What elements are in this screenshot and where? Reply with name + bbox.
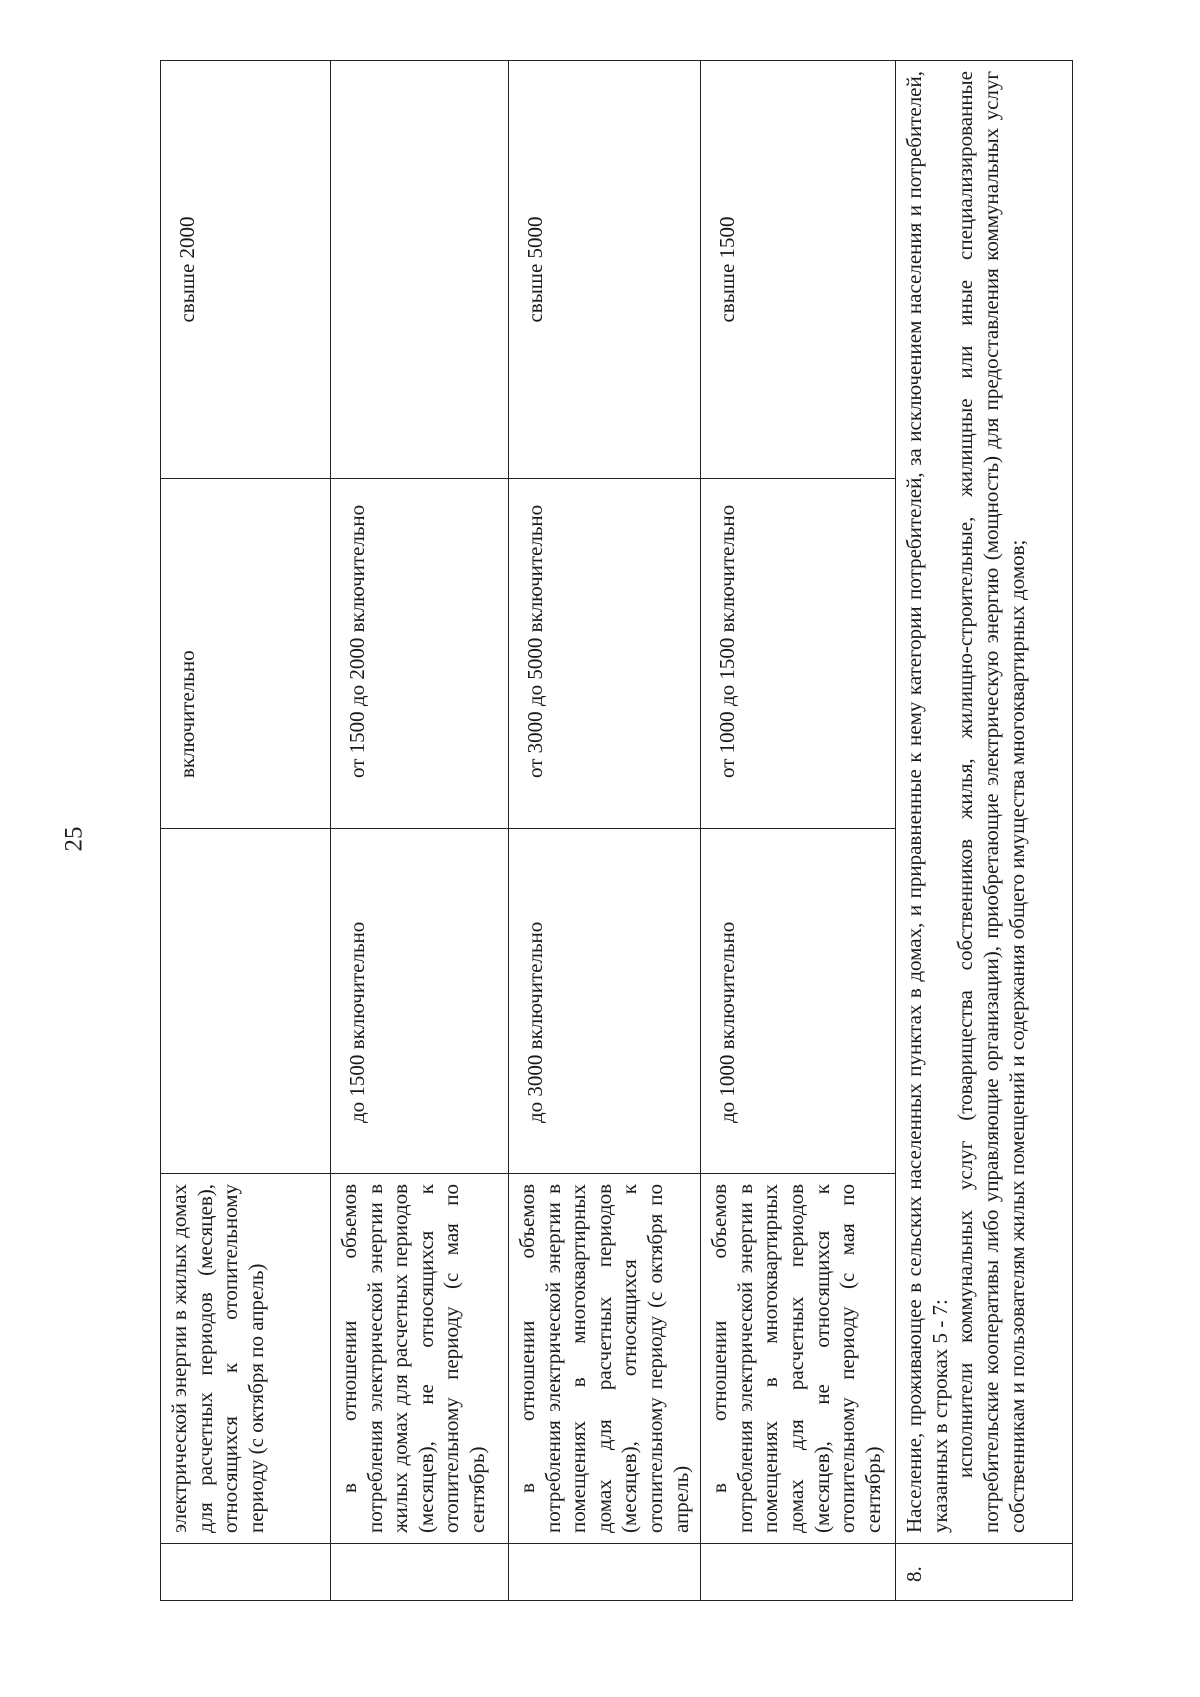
category-8-cell	[896, 61, 1073, 1544]
table-row	[331, 61, 509, 1601]
rotated-table-area	[160, 61, 1060, 1601]
rotated-sheet	[160, 61, 1060, 1601]
row-number-cell: 8.	[896, 1544, 1073, 1601]
range-mid-cell: от 3000 до 5000 включительно	[509, 479, 701, 829]
range-high-cell: свыше 2000	[161, 61, 331, 479]
table-row	[509, 61, 701, 1601]
table-row	[896, 61, 1073, 1601]
row-number-cell	[509, 1544, 701, 1601]
range-high-cell	[331, 61, 509, 479]
row-number-cell	[331, 1544, 509, 1601]
category-8-title: Население, проживающее в сельских населенных пунктах в домах, и приравненные к нему категории потребителей, за исключением населения и потребителей, указанных в строках 5 - 7:	[902, 71, 952, 1533]
range-mid-cell: от 1500 до 2000 включительно	[331, 479, 509, 829]
description-cell: электрической энергии в жилых домах для расчетных периодов (месяцев), относящихся к отопительному периоду (с октября по апрель)	[161, 1174, 331, 1544]
range-mid-cell: от 1000 до 1500 включительно	[701, 479, 896, 829]
row-number-cell	[161, 1544, 331, 1601]
description-cell: в отношении объемов потребления электрической энергии в жилых домах для расчетных периодов (месяцев), не относящихся к отопительному периоду (с мая по сентябрь)	[331, 1174, 509, 1544]
range-high-cell: свыше 1500	[701, 61, 896, 479]
range-low-cell: до 3000 включительно	[509, 829, 701, 1174]
range-high-cell: свыше 5000	[509, 61, 701, 479]
description-cell: в отношении объемов потребления электрической энергии в помещениях в многоквартирных домах для расчетных периодов (месяцев), не относящихся к отопительному периоду (с мая по сентябрь)	[701, 1174, 896, 1544]
description-cell: в отношении объемов потребления электрической энергии в помещениях в многоквартирных домах для расчетных периодов (месяцев), относящихся к отопительному периоду (с октября по апрель)	[509, 1174, 701, 1544]
category-8-detail: исполнители коммунальных услуг (товарищества собственников жилья, жилищно-строительные, жилищные или иные специализированные потребительские кооперативы либо управляющие организации), приобретающие электрическую энергию (мощность) для предоставления коммунальных услуг собственникам и пользователям жилых помещений и содержания общего имущества многоквартирных домов;	[953, 71, 1029, 1533]
row-number-cell	[701, 1544, 896, 1601]
range-low-cell	[161, 829, 331, 1174]
range-low-cell: до 1000 включительно	[701, 829, 896, 1174]
range-mid-cell: включительно	[161, 479, 331, 829]
table-row	[701, 61, 896, 1601]
table-row	[161, 61, 331, 1601]
tariff-table	[160, 60, 1073, 1601]
range-low-cell: до 1500 включительно	[331, 829, 509, 1174]
page-number: 25	[60, 826, 88, 852]
